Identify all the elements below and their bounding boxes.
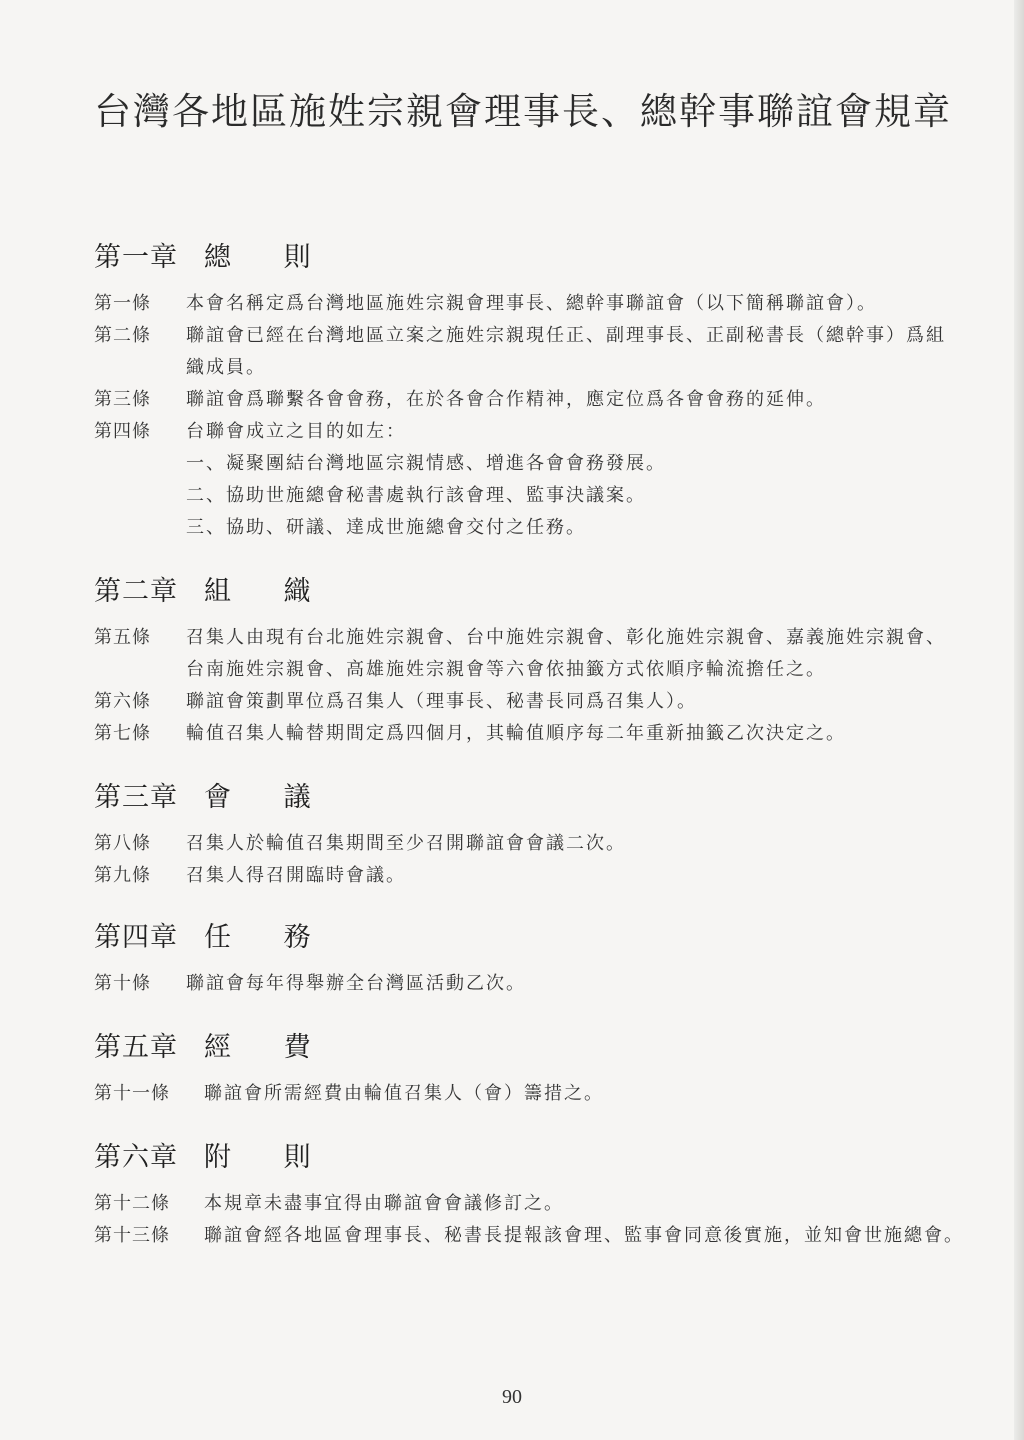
article-label: 第十二條 bbox=[94, 1193, 170, 1214]
article-text: 聯誼會經各地區會理事長、秘書長提報該會理、監事會同意後實施，並知會世施總會。 bbox=[204, 1225, 964, 1246]
chapter-heading bbox=[94, 780, 964, 816]
article-text: 聯誼會策劃單位爲召集人（理事長、秘書長同爲召集人）。 bbox=[186, 691, 697, 712]
article-8 bbox=[94, 828, 964, 860]
chapter-heading bbox=[94, 574, 964, 610]
chapter-number: 第三章 bbox=[94, 782, 178, 813]
article-text: 輪值召集人輪替期間定爲四個月，其輪值順序每二年重新抽籤乙次決定之。 bbox=[186, 723, 846, 744]
chapter-number: 第一章 bbox=[94, 242, 178, 273]
article-label: 第三條 bbox=[94, 389, 151, 410]
chapter-1 bbox=[94, 240, 964, 544]
document-title: 台灣各地區施姓宗親會理事長、總幹事聯誼會規章 bbox=[94, 90, 952, 133]
chapter-name: 總 則 bbox=[204, 242, 333, 273]
chapter-4 bbox=[94, 920, 964, 1000]
chapter-3 bbox=[94, 780, 964, 892]
article-5 bbox=[94, 622, 964, 686]
article-12 bbox=[94, 1188, 964, 1220]
chapter-heading bbox=[94, 1030, 964, 1066]
article-text: 聯誼會爲聯繫各會會務，在於各會合作精神，應定位爲各會會務的延伸。 bbox=[186, 389, 826, 410]
article-label: 第十條 bbox=[94, 973, 151, 994]
article-13 bbox=[94, 1220, 964, 1252]
article-label: 第四條 bbox=[94, 421, 151, 442]
article-text: 召集人由現有台北施姓宗親會、台中施姓宗親會、彰化施姓宗親會、嘉義施姓宗親會、台南施姓宗親會、高雄施姓宗親會等六會依抽籤方式依順序輪流擔任之。 bbox=[186, 627, 946, 680]
article-4 bbox=[94, 416, 964, 448]
article-text: 台聯會成立之目的如左： bbox=[186, 421, 406, 442]
chapter-name: 會 議 bbox=[204, 782, 333, 813]
article-text: 聯誼會每年得舉辦全台灣區活動乙次。 bbox=[186, 973, 526, 994]
chapter-name: 經 費 bbox=[204, 1032, 333, 1063]
chapter-heading bbox=[94, 1140, 964, 1176]
chapter-name: 附 則 bbox=[204, 1142, 333, 1173]
article-2 bbox=[94, 320, 964, 384]
page-number: 90 bbox=[502, 1386, 522, 1408]
list-item: 一、凝聚團結台灣地區宗親情感、增進各會會務發展。 bbox=[186, 453, 666, 474]
chapter-number: 第四章 bbox=[94, 922, 178, 953]
article-label: 第六條 bbox=[94, 691, 151, 712]
article-text: 本規章未盡事宜得由聯誼會會議修訂之。 bbox=[204, 1193, 564, 1214]
article-text: 召集人得召開臨時會議。 bbox=[186, 865, 406, 886]
article-text: 本會名稱定爲台灣地區施姓宗親會理事長、總幹事聯誼會（以下簡稱聯誼會）。 bbox=[186, 293, 877, 314]
article-label: 第九條 bbox=[94, 865, 151, 886]
list-item: 二、協助世施總會秘書處執行該會理、監事決議案。 bbox=[186, 485, 646, 506]
chapter-5 bbox=[94, 1030, 964, 1110]
article-label: 第五條 bbox=[94, 627, 151, 648]
chapter-heading bbox=[94, 920, 964, 956]
article-label: 第七條 bbox=[94, 723, 151, 744]
chapter-number: 第五章 bbox=[94, 1032, 178, 1063]
article-label: 第二條 bbox=[94, 325, 151, 346]
article-7 bbox=[94, 718, 964, 750]
chapter-6 bbox=[94, 1140, 964, 1252]
article-1 bbox=[94, 288, 964, 320]
chapter-heading bbox=[94, 240, 964, 276]
chapter-name: 組 織 bbox=[204, 576, 333, 607]
chapter-name: 任 務 bbox=[204, 922, 333, 953]
article-label: 第八條 bbox=[94, 833, 151, 854]
article-label: 第一條 bbox=[94, 293, 151, 314]
article-10 bbox=[94, 968, 964, 1000]
article-text: 召集人於輪值召集期間至少召開聯誼會會議二次。 bbox=[186, 833, 626, 854]
article-text: 聯誼會所需經費由輪值召集人（會）籌措之。 bbox=[204, 1083, 604, 1104]
chapter-2 bbox=[94, 574, 964, 750]
chapter-number: 第六章 bbox=[94, 1142, 178, 1173]
article-label: 第十三條 bbox=[94, 1225, 170, 1246]
list-item: 三、協助、研議、達成世施總會交付之任務。 bbox=[186, 517, 586, 538]
page-edge-shadow bbox=[1014, 0, 1024, 1440]
article-9 bbox=[94, 860, 964, 892]
chapter-number: 第二章 bbox=[94, 576, 178, 607]
article-label: 第十一條 bbox=[94, 1083, 170, 1104]
article-6 bbox=[94, 686, 964, 718]
article-text: 聯誼會已經在台灣地區立案之施姓宗親現任正、副理事長、正副秘書長（總幹事）爲組織成員。 bbox=[186, 325, 946, 378]
article-3 bbox=[94, 384, 964, 416]
article-11 bbox=[94, 1078, 964, 1110]
